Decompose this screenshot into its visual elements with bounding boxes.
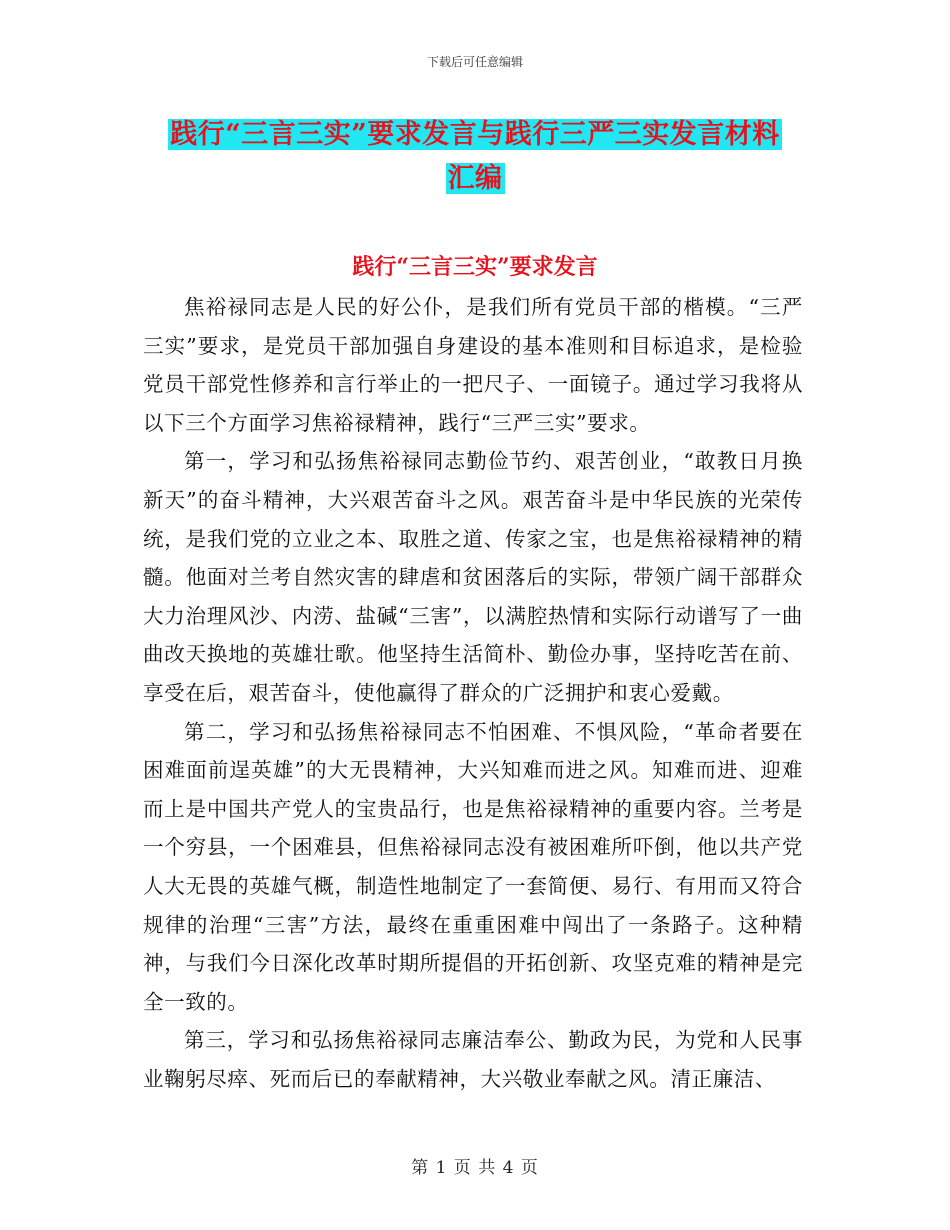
document-title-text-2: 汇编 [447, 163, 503, 194]
section-title: 践行“三言三实”要求发言 [352, 254, 598, 280]
paragraph-2: 第一，学习和弘扬焦裕禄同志勤俭节约、艰苦创业，“敢教日月换新天”的奋斗精神，大兴艰苦奋斗之风。艰苦奋斗是中华民族的光荣传统，是我们党的立业之本、取胜之道、传家之宝，也是焦裕禄精神的精髓。他面对兰考自然灾害的肆虐和贫困落后的实际，带领广阔干部群众大力治理风沙、内涝、盐碱“三害”，以满腔热情和实际行动谱写了一曲曲改天换地的英雄壮歌。他坚持生活简朴、勤俭办事，坚持吃苦在前、享受在后，艰苦奋斗，使他赢得了群众的广泛拥护和衷心爱戴。 [143, 449, 803, 705]
header-note: 下载后可任意编辑 [426, 55, 523, 69]
document-title-line-2 [0, 156, 950, 195]
paragraph-1: 焦裕禄同志是人民的好公仆，是我们所有党员干部的楷模。“三严三实”要求，是党员干部加强自身建设的基本准则和目标追求，是检验党员干部党性修养和言行举止的一把尺子、一面镜子。通过学习我将从以下三个方面学习焦裕禄精神，践行“三严三实”要求。 [143, 295, 803, 435]
paragraph-3: 第二，学习和弘扬焦裕禄同志不怕困难、不惧风险，“革命者要在困难面前逞英雄”的大无畏精神，大兴知难而进之风。知难而进、迎难而上是中国共产党人的宝贵品行，也是焦裕禄精神的重要内容。兰考是一个穷县，一个困难县，但焦裕禄同志没有被困难所吓倒，他以共产党人大无畏的英雄气概，制造性地制定了一套简便、易行、有用而又符合规律的治理“三害”方法，最终在重重困难中闯出了一条路子。这种精神，与我们今日深化改革时期所提倡的开拓创新、攻坚克难的精神是完全一致的。 [143, 719, 803, 1014]
document-title-text-1: 践行“三言三实”要求发言与践行三严三实发言材料 [170, 119, 780, 150]
page-footer: 第 1 页 共 4 页 [411, 1158, 539, 1178]
document-title-line-1 [0, 112, 950, 151]
paragraph-4: 第三，学习和弘扬焦裕禄同志廉洁奉公、勤政为民，为党和人民事业鞠躬尽瘁、死而后已的奉献精神，大兴敬业奉献之风。清正廉洁、 [143, 1028, 803, 1091]
document-body [143, 288, 803, 1098]
